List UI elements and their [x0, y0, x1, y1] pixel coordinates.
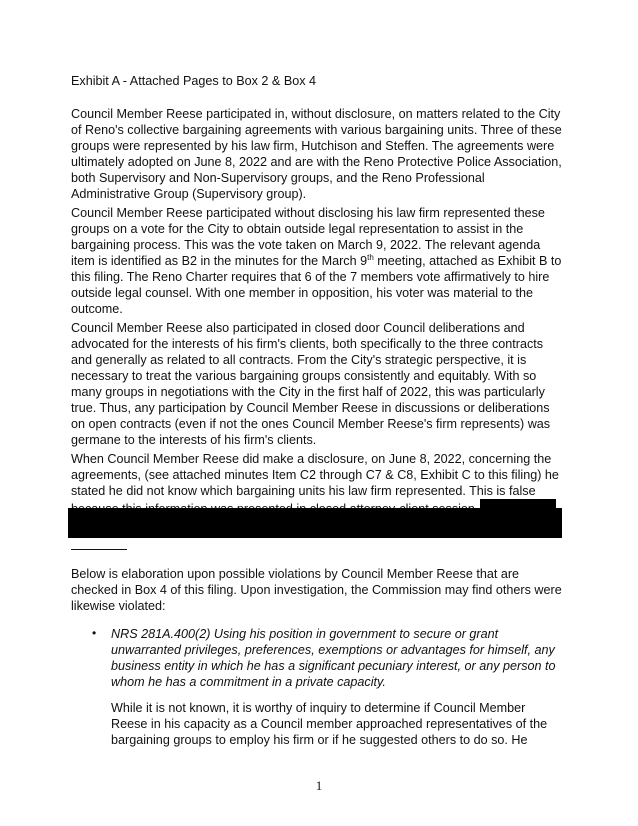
- paragraph-2: [71, 205, 566, 317]
- paragraph-2-part-2: meeting, attached as Exhibit B to this filing. The Reno Charter requires that 6 of the 7 members vote affirmatively to hire outside legal counsel. With one member in opposition, his voter was material to the outcome.: [71, 254, 562, 316]
- ordinal-superscript: th: [367, 252, 374, 262]
- bullet-marker: •: [92, 626, 97, 640]
- redaction-bar: [68, 508, 562, 538]
- paragraph-5: Below is elaboration upon possible violations by Council Member Reese that are checked in Box 4 of this filing. Upon investigation, the Commission may find others were likewise violated:: [71, 567, 562, 613]
- paragraph-2-part-1: Council Member Reese participated without disclosing his law firm represented these groups on a vote for the City to obtain outside legal representation to assist in the bargaining process. This was the vote taken on March 9, 2022. The relevant agenda item is identified as B2 in the minutes for the March 9: [71, 206, 545, 268]
- paragraph-1: Council Member Reese participated in, without disclosure, on matters related to the City of Reno's collective bargaining agreements with various bargaining units. Three of these groups were represented by his law firm, Hutchison and Steffen. The agreements were ultimately adopted on June 8, 2022 and are with the Reno Protective Police Association, both Supervisory and Non-Supervisory groups, and the Reno Professional Administrative Group (Supervisory group).: [71, 107, 562, 201]
- document-title: Exhibit A - Attached Pages to Box 2 & Box 4: [71, 74, 317, 88]
- page-number: 1: [315, 778, 323, 793]
- paragraph-4-text: When Council Member Reese did make a disclosure, on June 8, 2022, concerning the agreements, (see attached minutes Item C2 through C7 & C8, Exhibit C to this filing) he stated he did not know which bargaining units his law firm represented. This is false: [71, 452, 559, 498]
- bullet-item-nrs-281a-400-2: NRS 281A.400(2) Using his position in government to secure or grant unwarranted privileges, preferences, exemptions or advantages for himself, any business entity in which he has a significant pecuniary interest, or any person to whom he has a commitment in a private capacity.: [111, 627, 556, 689]
- footnote-divider: [71, 549, 127, 550]
- paragraph-3: Council Member Reese also participated in closed door Council deliberations and advocated for the interests of his firm's clients, both specifically to the three contracts and generally as related to all contracts. From the City's strategic perspective, it is necessary to treat the various bargaining groups consistently and equitably. With so many groups in negotiations with the City in the first half of 2022, this was particularly true. Thus, any participation by Council Member Reese in discussions or deliberations on open contracts (even if not the ones Council Member Reese's firm represents) was germane to the interests of his firm's clients.: [71, 321, 551, 447]
- paragraph-6: While it is not known, it is worthy of inquiry to determine if Council Member Reese in his capacity as a Council member approached representatives of the bargaining groups to employ his firm or if he suggested others to do so. He: [111, 701, 548, 747]
